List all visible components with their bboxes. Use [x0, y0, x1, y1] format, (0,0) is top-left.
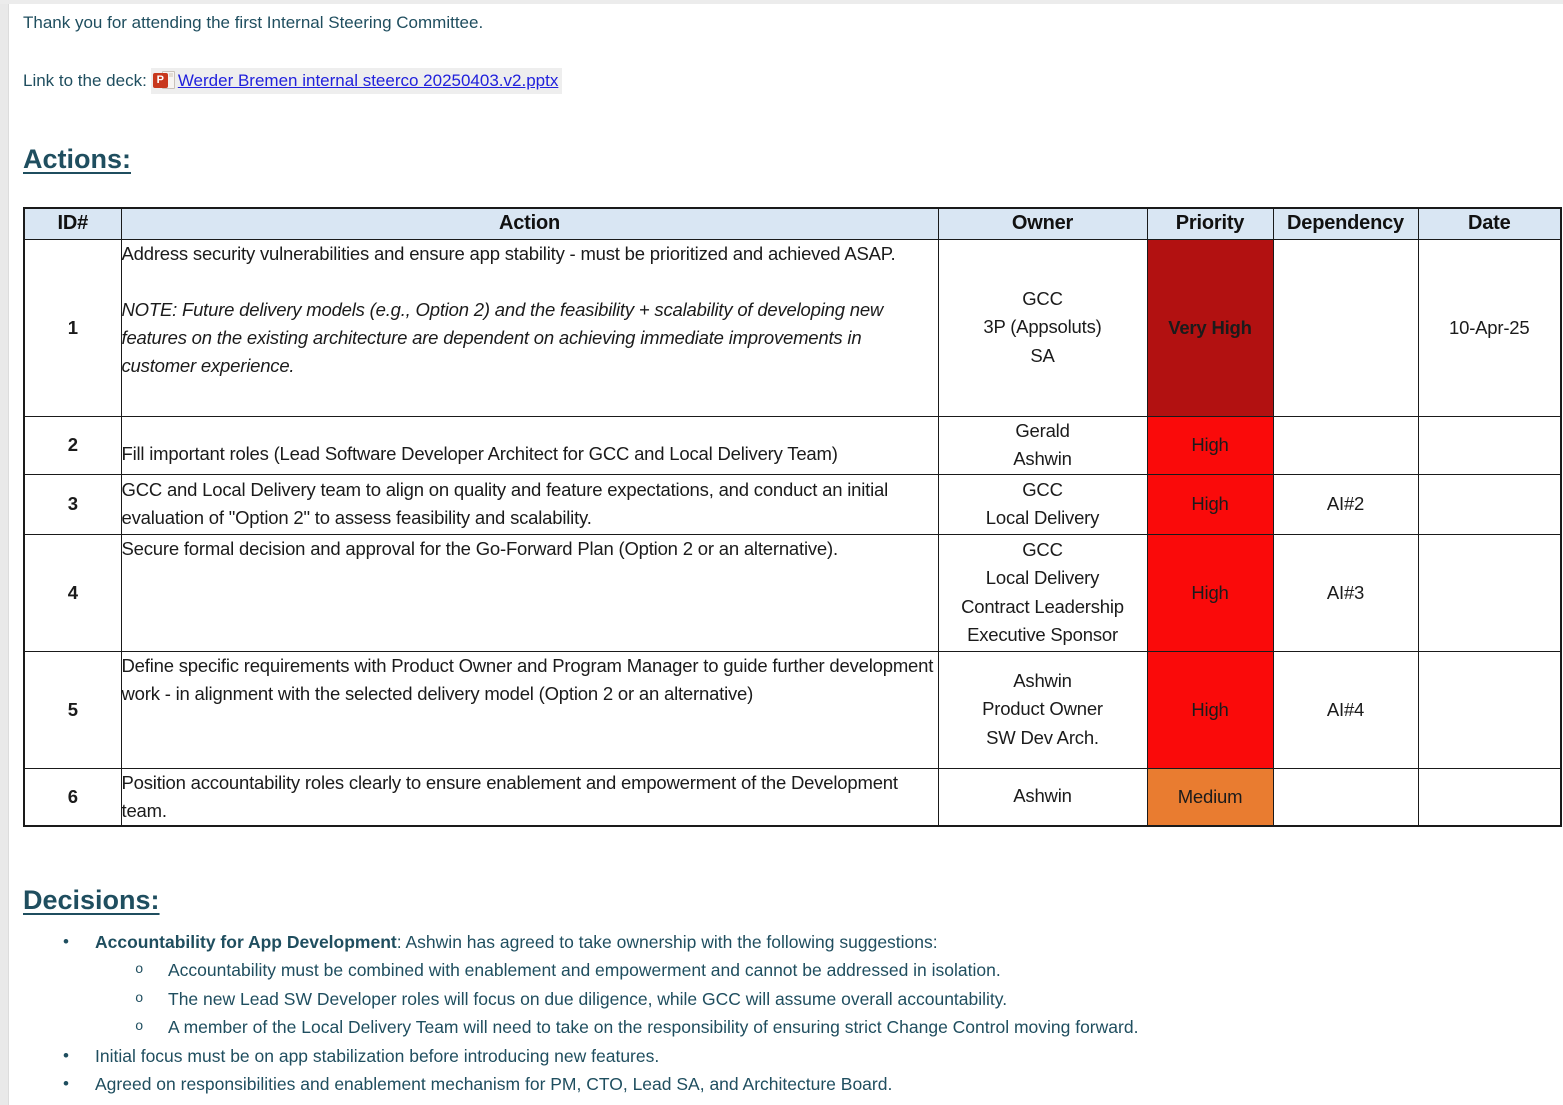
action-dependency: [1273, 768, 1418, 826]
action-owner: Gerald Ashwin: [938, 416, 1147, 474]
action-text: GCC and Local Delivery team to align on quality and feature expectations, and conduct an initial evaluation of "Option 2" to assess feasibility and scalability.: [121, 474, 938, 534]
decision-text: Accountability must be combined with enablement and empowerment and cannot be addressed in isolation.: [168, 960, 1001, 980]
action-owner: Ashwin Product Owner SW Dev Arch.: [938, 651, 1147, 768]
deck-link-chip: [151, 68, 563, 94]
action-date: [1418, 474, 1561, 534]
priority-badge: High: [1147, 534, 1273, 651]
decision-text: Initial focus must be on app stabilization before introducing new features.: [95, 1045, 660, 1066]
actions-heading: Actions:: [23, 144, 131, 174]
decision-item: [23, 1042, 1563, 1071]
action-text: Define specific requirements with Product Owner and Program Manager to guide further development work - in alignment with the selected delivery model (Option 2 or an alternative): [121, 651, 938, 768]
priority-badge: High: [1147, 474, 1273, 534]
priority-badge: Very High: [1147, 239, 1273, 416]
actions-table: [23, 207, 1562, 827]
bullet-icon: •: [63, 1045, 69, 1065]
decision-item: [23, 985, 1563, 1014]
intro-text: Thank you for attending the first Internal Steering Committee.: [23, 13, 484, 32]
decision-text: Accountability for App Development: Ashwin has agreed to take ownership with the following suggestions:: [95, 931, 938, 952]
column-header: Action: [121, 208, 938, 239]
column-header: Date: [1418, 208, 1561, 239]
priority-badge: High: [1147, 416, 1273, 474]
action-text: Address security vulnerabilities and ensure app stability - must be prioritized and achieved ASAP. NOTE: Future delivery models (e.g., Option 2) and the feasibility + scalability of developing new features on the existing architecture are dependent on achieving immediate improvements in customer experience.: [121, 239, 938, 416]
action-owner: GCC Local Delivery: [938, 474, 1147, 534]
decision-item: [23, 928, 1563, 957]
action-dependency: AI#2: [1273, 474, 1418, 534]
action-owner: GCC 3P (Appsoluts) SA: [938, 239, 1147, 416]
decision-text: Agreed on responsibilities and enablement mechanism for PM, CTO, Lead SA, and Architecture Board.: [95, 1074, 893, 1094]
decision-item: [23, 1070, 1563, 1099]
action-id: 4: [24, 534, 121, 651]
table-header-row: [24, 208, 1561, 239]
sub-bullet-icon: o: [135, 962, 144, 978]
priority-badge: Medium: [1147, 768, 1273, 826]
powerpoint-file-icon: P: [153, 71, 175, 91]
table-row: [24, 768, 1561, 826]
deck-link-line: [23, 68, 1563, 94]
action-date: 10-Apr-25: [1418, 239, 1561, 416]
action-owner: Ashwin: [938, 768, 1147, 826]
decisions-heading: Decisions:: [23, 884, 160, 915]
table-row: [24, 651, 1561, 768]
action-text: Fill important roles (Lead Software Developer Architect for GCC and Local Delivery Team): [121, 416, 938, 474]
actions-table-body: [24, 239, 1561, 826]
decision-text: A member of the Local Delivery Team will need to take on the responsibility of ensuring strict Change Control moving forward.: [168, 1017, 1139, 1037]
action-id: 2: [24, 416, 121, 474]
bullet-icon: •: [63, 1074, 69, 1093]
action-date: [1418, 651, 1561, 768]
action-owner: GCC Local Delivery Contract Leadership Executive Sponsor: [938, 534, 1147, 651]
action-date: [1418, 768, 1561, 826]
sub-bullet-icon: o: [135, 1019, 144, 1035]
sub-bullet-icon: o: [135, 990, 144, 1007]
table-row: [24, 239, 1561, 416]
action-date: [1418, 416, 1561, 474]
action-id: 1: [24, 239, 121, 416]
action-dependency: [1273, 416, 1418, 474]
decision-item: [23, 1013, 1563, 1042]
deck-link[interactable]: Werder Bremen internal steerco 20250403.v2.pptx: [177, 71, 559, 90]
column-header: ID#: [24, 208, 121, 239]
table-row: [24, 474, 1561, 534]
action-dependency: AI#3: [1273, 534, 1418, 651]
action-dependency: AI#4: [1273, 651, 1418, 768]
action-dependency: [1273, 239, 1418, 416]
action-id: 6: [24, 768, 121, 826]
column-header: Owner: [938, 208, 1147, 239]
decision-text: The new Lead SW Developer roles will focus on due diligence, while GCC will assume overall accountability.: [168, 988, 1008, 1009]
priority-badge: High: [1147, 651, 1273, 768]
action-id: 5: [24, 651, 121, 768]
decision-item: [23, 956, 1563, 985]
action-text: Secure formal decision and approval for the Go-Forward Plan (Option 2 or an alternative).: [121, 534, 938, 651]
decisions-list: [23, 928, 1563, 1099]
action-id: 3: [24, 474, 121, 534]
action-text: Position accountability roles clearly to ensure enablement and empowerment of the Development team.: [121, 768, 938, 826]
table-row: [24, 416, 1561, 474]
deck-link-label: Link to the deck:: [23, 71, 147, 90]
table-row: [24, 534, 1561, 651]
column-header: Dependency: [1273, 208, 1418, 239]
bullet-icon: •: [63, 931, 69, 951]
column-header: Priority: [1147, 208, 1273, 239]
action-date: [1418, 534, 1561, 651]
